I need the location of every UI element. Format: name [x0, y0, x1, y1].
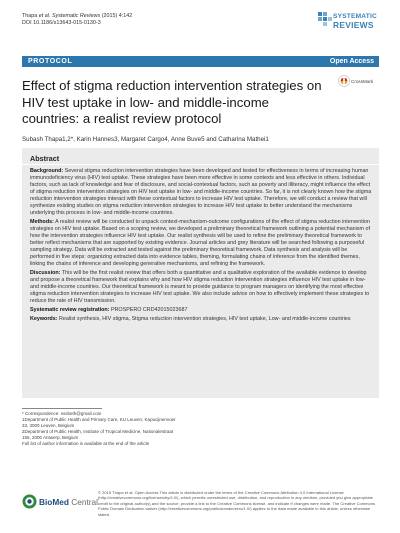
background-text: Several stigma reduction intervention strategies have been developed and tested for effectiveness in terms of increasing human immunodeficiency virus (HIV) test uptake. These strategies have been more effective in some contexts and less effective in others. Individual factors, such as lack of knowledge and fear of disclosure, and social-contextual factors, such as poverty and illiteracy, might influence the effect of stigma reduction intervention strategies on HIV test uptake in low- and middle-income countries. So far, it is not clearly known how the stigma reduction intervention strategies interact with these contextual factors to increase HIV test uptake. Therefore, we will conduct a review that will synthesize existing studies on stigma reduction intervention strategies to increase HIV test uptake to better understand the mechanisms underlying this process in low- and middle-income countries. — [30, 168, 372, 216]
keywords-label: Keywords: — [30, 316, 58, 323]
publisher-name-bold: BioMed — [39, 497, 69, 507]
author-list: Subash Thapa1,2*, Karin Hannes3, Margaret Cargo4, Anne Buve5 and Catharina Mathei1 — [22, 136, 269, 143]
citation-line — [22, 13, 132, 20]
footnotes — [22, 411, 182, 448]
abstract-registration — [30, 307, 372, 314]
article-type-banner — [22, 56, 379, 67]
affiliation-1: 1Department of Public Health and Primary Care, KU Leuven, Kapucijnenvoer 33, 3000 Leuven, Belgium — [22, 417, 176, 429]
article-type-label: PROTOCOL — [28, 57, 73, 65]
citation-block — [22, 13, 132, 27]
abstract-body — [30, 168, 372, 326]
citation-year-pages: (2015) 4:142 — [100, 13, 133, 19]
abstract-methods — [30, 219, 372, 268]
abstract-heading: Abstract — [30, 154, 60, 163]
citation-journal: Systematic Reviews — [50, 13, 101, 19]
affiliation-2: 2Department of Public Health, Institute of Tropical Medicine, Nationalestraat 155, 2000 Antwerp, Belgium — [22, 429, 174, 441]
crossmark-icon — [338, 75, 350, 87]
citation-authors: Thapa — [22, 13, 39, 19]
crossmark-label: CrossMark — [351, 79, 374, 84]
doi: DOI 10.1186/s13643-015-0130-3 — [22, 20, 101, 26]
journal-logo-line1: SYSTEMATIC — [333, 13, 378, 20]
publisher-name — [39, 497, 98, 507]
journal-logo — [318, 12, 380, 44]
abstract-divider — [22, 164, 379, 165]
correspondence-note[interactable]: * Correspondence: sssbeth@gmail.com — [22, 411, 102, 416]
abstract-discussion — [30, 270, 372, 305]
methods-text: A realist review will be conducted to unpack context-mechanism-outcome configurations of the effect of stigma reduction intervention strategies on HIV test uptake. Based on a scoping review, we developed a preliminary theoretical framework outlining a potential mechanism of how the intervention strategies influence HIV test uptake. Our realist synthesis will be used to refine the preliminary theoretical framework to better reflect mechanisms that are supported by existing evidence. Journal articles and grey literature will be searched following a purposeful sampling strategy. Data will be extracted and tested against the preliminary theoretical framework. Data synthesis and analysis will be performed in five steps: organizing extracted data into evidence tables, theming, formulating chains of inference from the identified themes, linking the chains of inference and developing generative mechanisms, and refining the framework. — [30, 218, 371, 267]
registration-text: PROSPERO CRD42015023687 — [110, 307, 188, 313]
biomed-central-icon — [22, 494, 37, 509]
registration-label: Systematic review registration: — [30, 307, 110, 313]
author-info-note: Full list of author information is available at the end of the article — [22, 441, 150, 447]
license-text: © 2015 Thapa et al. Open Access This article is distributed under the terms of the Creative Commons Attribution 4.0 International License (http://creativecommons.org/licenses/by/4.0/), which permits unrestricted use, distribution, and reproduction in any medium, provided you give appropriate credit to the original author(s) and the source, provide a link to the Creative Commons license, and indicate if changes were made. The Creative Commons Public Domain Dedication waiver (http://creativecommons.org/publicdomain/zero/1.0/) applies to the data made available in this article, unless otherwise stated. — [98, 490, 376, 517]
journal-logo-line2: REVIEWS — [333, 20, 374, 30]
keywords-text: Realist synthesis, HIV stigma, Stigma reduction intervention strategies, HIV test uptake, Low- and middle-income countries — [58, 316, 351, 323]
open-access-label: Open Access — [329, 57, 374, 65]
background-label: Background: — [30, 168, 64, 174]
methods-label: Methods: — [30, 218, 54, 225]
abstract-box — [22, 148, 379, 398]
citation-etal: et al. — [38, 13, 51, 19]
abstract-keywords — [30, 316, 372, 323]
footnote-divider — [22, 408, 102, 409]
discussion-text: This will be the first realist review that offers both a quantitative and a qualitative exploration of the available evidence to develop and propose a theoretical framework that explains why and how HIV stigma reduction intervention strategies influence HIV test uptake in low- and middle-income countries. Our theoretical framework is meant to provide guidance to program managers on identifying the most effective stigma reduction intervention strategies to increase HIV test uptake. We also include advice on how to effectively implement these strategies to reduce the rate of HIV transmission. — [30, 269, 370, 304]
abstract-background — [30, 168, 372, 217]
publisher-logo — [22, 493, 97, 511]
journal-logo-icon — [318, 12, 332, 26]
crossmark-badge[interactable] — [338, 75, 380, 89]
publisher-name-light: Central — [68, 497, 99, 507]
discussion-label: Discussion: — [30, 269, 61, 276]
article-title: Effect of stigma reduction intervention strategies on HIV test uptake in low- and middle-income countries: a realist review protocol — [22, 78, 322, 126]
